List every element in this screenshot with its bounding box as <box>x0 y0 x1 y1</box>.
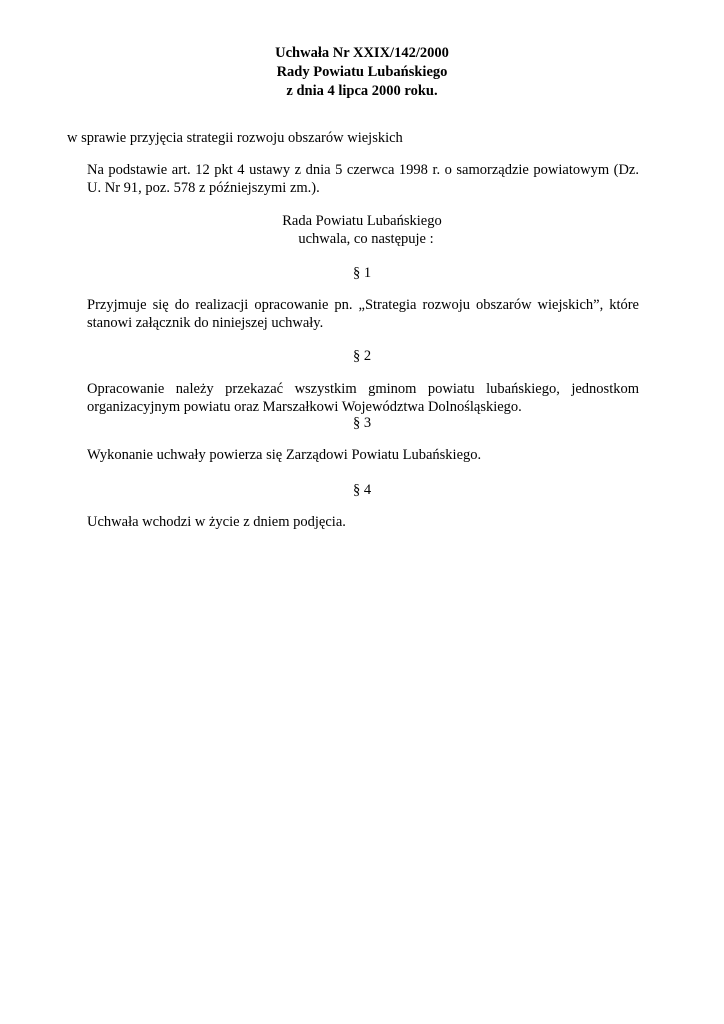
section-4-heading: § 4 <box>352 482 372 498</box>
resolution-header <box>0 44 724 101</box>
section-2-heading: § 2 <box>352 348 372 364</box>
section-2-text: Opracowanie należy przekazać wszystkim gminom powiatu lubańskiego, jednostkom organizacyjnym powiatu oraz Marszałkowi Województwa Dolnośląskiego. <box>87 381 639 415</box>
council-resolves-line: uchwala, co następuje : <box>298 231 434 247</box>
council-name-header: Rady Powiatu Lubańskiego <box>276 64 448 80</box>
section-1-text: Przyjmuje się do realizacji opracowanie pn. „Strategia rozwoju obszarów wiejskich”, które stanowi załącznik do niniejszej uchwały. <box>87 297 639 331</box>
section-3-heading: § 3 <box>352 415 372 431</box>
resolution-subject: w sprawie przyjęcia strategii rozwoju obszarów wiejskich <box>67 130 403 146</box>
council-resolves-block <box>0 212 724 248</box>
council-name: Rada Powiatu Lubańskiego <box>282 213 442 229</box>
section-4-text: Uchwała wchodzi w życie z dniem podjęcia. <box>87 514 346 530</box>
resolution-number: Uchwała Nr XXIX/142/2000 <box>275 45 449 61</box>
resolution-date: z dnia 4 lipca 2000 roku. <box>286 83 438 99</box>
section-3-text: Wykonanie uchwały powierza się Zarządowi Powiatu Lubańskiego. <box>87 447 482 463</box>
section-1-heading: § 1 <box>352 265 372 281</box>
legal-basis-paragraph: Na podstawie art. 12 pkt 4 ustawy z dnia 5 czerwca 1998 r. o samorządzie powiatowym (Dz. U. Nr 91, poz. 578 z późniejszymi zm.). <box>87 162 639 196</box>
